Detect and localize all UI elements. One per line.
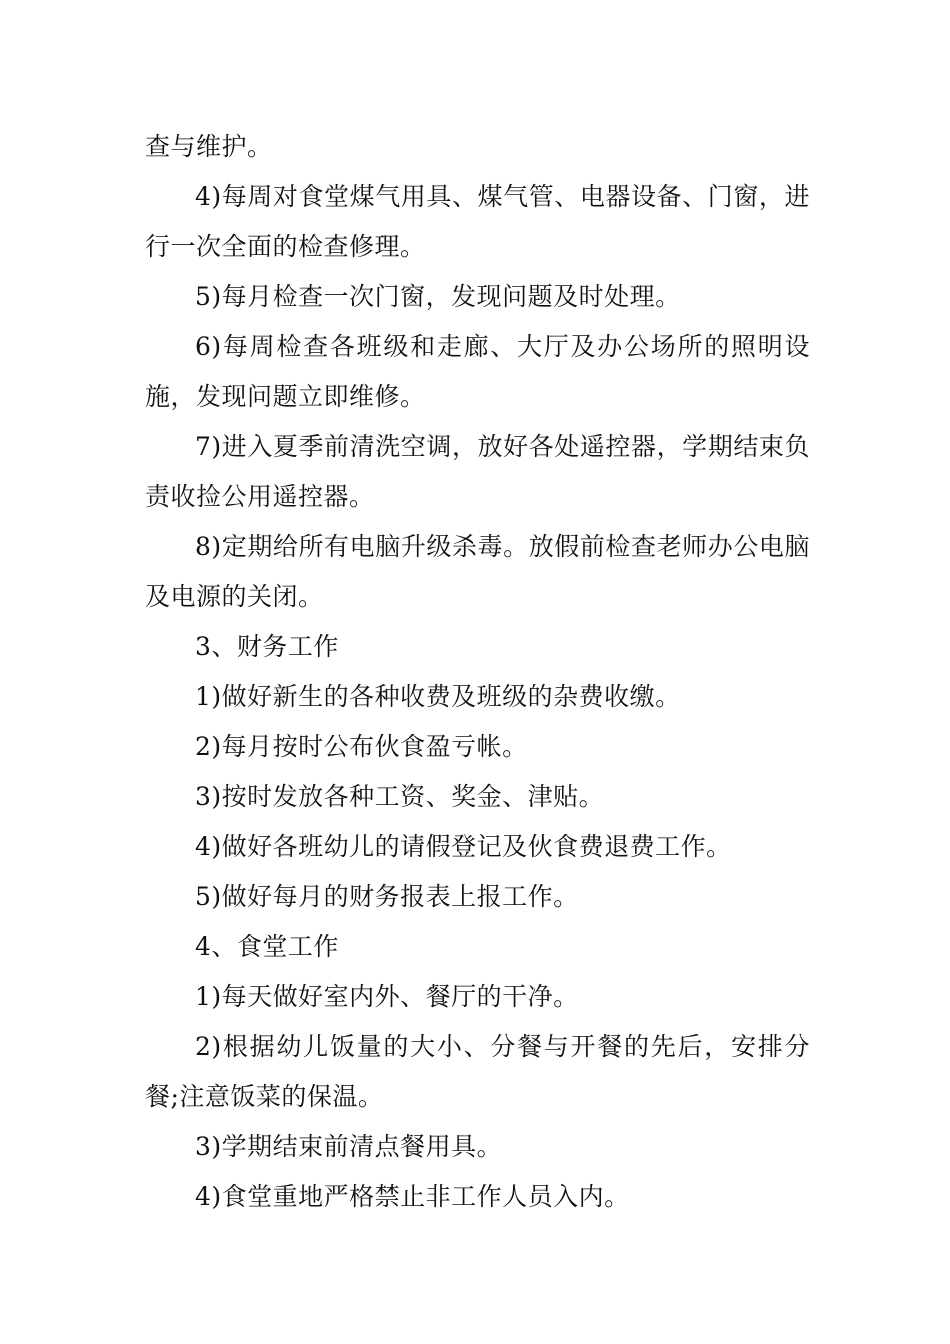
paragraph-canteen-2: 2)根据幼儿饭量的大小、分餐与开餐的先后，安排分餐;注意饭菜的保温。 bbox=[145, 1032, 810, 1111]
paragraph-canteen-3: 3)学期结束前清点餐用具。 bbox=[195, 1132, 503, 1161]
paragraph-finance-4: 4)做好各班幼儿的请假登记及伙食费退费工作。 bbox=[195, 832, 732, 861]
section-heading-finance: 3、财务工作 bbox=[195, 632, 339, 661]
paragraph-finance-2: 2)每月按时公布伙食盈亏帐。 bbox=[195, 732, 528, 761]
paragraph-item-5-window-check: 5)每月检查一次门窗，发现问题及时处理。 bbox=[195, 282, 681, 311]
paragraph-finance-1: 1)做好新生的各种收费及班级的杂费收缴。 bbox=[195, 682, 681, 711]
paragraph-item-8-computer-antivirus: 8)定期给所有电脑升级杀毒。放假前检查老师办公电脑及电源的关闭。 bbox=[145, 532, 810, 611]
paragraph-canteen-4: 4)食堂重地严格禁止非工作人员入内。 bbox=[195, 1182, 630, 1211]
paragraph-item-6-lighting-check: 6)每周检查各班级和走廊、大厅及办公场所的照明设施，发现问题立即维修。 bbox=[145, 332, 810, 411]
paragraph-continuation: 查与维护。 bbox=[145, 132, 273, 161]
document-body bbox=[145, 122, 810, 1222]
paragraph-finance-5: 5)做好每月的财务报表上报工作。 bbox=[195, 882, 579, 911]
paragraph-item-4-canteen-gas-check: 4)每周对食堂煤气用具、煤气管、电器设备、门窗，进行一次全面的检查修理。 bbox=[145, 182, 810, 261]
paragraph-item-7-air-conditioner: 7)进入夏季前清洗空调，放好各处遥控器，学期结束负责收捡公用遥控器。 bbox=[145, 432, 810, 511]
paragraph-canteen-1: 1)每天做好室内外、餐厅的干净。 bbox=[195, 982, 579, 1011]
section-heading-canteen: 4、食堂工作 bbox=[195, 932, 339, 961]
paragraph-finance-3: 3)按时发放各种工资、奖金、津贴。 bbox=[195, 782, 605, 811]
